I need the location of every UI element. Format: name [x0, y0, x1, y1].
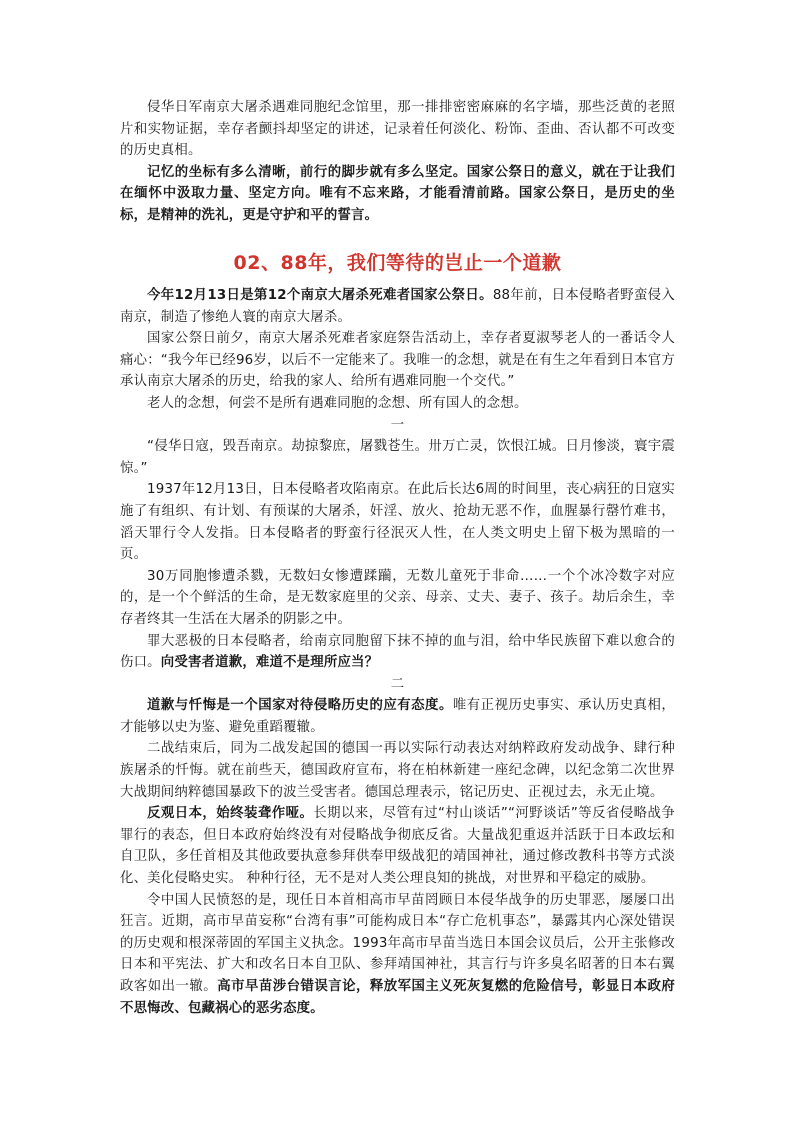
part-one-paragraph-1: “侵华日寇，毁吾南京。劫掠黎庶，屠戮苍生。卅万亡灵，饮恨江城。日月惨淡，寰宇震惊。” [120, 439, 675, 476]
part-two-paragraph-1 [120, 695, 675, 738]
section-paragraph-1 [120, 285, 675, 328]
section-body [120, 285, 675, 1019]
section-paragraph-3: 老人的念想，何尝不是所有遇难同胞的念想、所有国人的念想。 [147, 395, 528, 411]
intro-block [120, 97, 675, 227]
part-one-paragraph-2: 1937年12月13日，日本侵略者攻陷南京。在此后长达6周的时间里，丧心病狂的日寇实施了有组织、有计划、有预谋的大屠杀，奸淫、放火、抢劫无恶不作，血腥暴行罄竹难书，滔天罪行令人发指。日本侵略者的野蛮行径泯灭人性，在人类文明史上留下极为黑暗的一页。 [120, 482, 675, 563]
part-two-paragraph-1-text: 唯有正视历史事实、承认历史真相，才能够以史为鉴、避免重蹈覆辙。 [120, 698, 675, 735]
part-two-paragraph-3 [120, 803, 675, 889]
intro-paragraph-2: 记忆的坐标有多么清晰，前行的脚步就有多么坚定。国家公祭日的意义，就在于让我们在缅怀中汲取力量、坚定方向。唯有不忘来路，才能看清前路。国家公祭日，是历史的坐标，是精神的洗礼，更是守护和平的誓言。 [120, 164, 675, 223]
section-paragraph-1-text: 88年前，日本侵略者野蛮侵入南京，制造了惨绝人寰的南京大屠杀。 [120, 288, 675, 325]
part-two-paragraph-4-text: 令中国人民愤怒的是，现任日本首相高市早苗罔顾日本侵华战争的历史罪恶，屡屡口出狂言。近期，高市早苗妄称“台湾有事”可能构成日本“存亡危机事态”，暴露其内心深处错误的历史观和根深蒂固的军国主义执念。1993年高市早苗当选日本国会议员后，公开主张修改日本和平宪法、扩大和改名日本自卫队、参拜靖国神社，其言行与许多臭名昭著的日本右翼政客如出一辙。 [120, 892, 675, 994]
part-two-paragraph-4-bold: 高市早苗涉台错误言论，释放军国主义死灰复燃的危险信号，彰显日本政府不思悔改、包藏祸心的恶劣态度。 [120, 979, 675, 1016]
part-one-paragraph-4 [120, 631, 675, 674]
part-two-paragraph-3-text: 长期以来，尽管有过“村山谈话”“河野谈话”等反省侵略战争罪行的表态，但日本政府始终没有对侵略战争彻底反省。大量战犯重返并活跃于日本政坛和自卫队，多任首相及其他政要执意参拜供奉甲级战犯的靖国神社，通过修改教科书等方式淡化、美化侵略史实。 种种行径，无不是对人类公理良知的挑战，对世界和平稳定的威胁。 [120, 806, 675, 887]
section-title: 02、88年，我们等待的岂止一个道歉 [233, 252, 562, 274]
part-two-paragraph-4 [120, 890, 675, 1020]
part-one-paragraph-4-bold: 向受害者道歉，难道不是理所应当？ [160, 655, 379, 671]
part-one-paragraph-4-text: 罪大恶极的日本侵略者，给南京同胞留下抹不掉的血与泪，给中华民族留下难以愈合的伤口。 [120, 633, 675, 671]
part-one-paragraph-3: 30万同胞惨遭杀戮，无数妇女惨遭蹂躏，无数儿童死于非命……一个个冰冷数字对应的，是一个个鲜活的生命，是无数家庭里的父亲、母亲、丈夫、妻子、孩子。劫后余生，幸存者终其一生活在大屠杀的阴影之中。 [120, 568, 675, 627]
section-title-block [120, 250, 675, 276]
part-two-paragraph-3-bold: 反观日本，始终装聋作哑。 [147, 806, 314, 822]
part-two-paragraph-2: 二战结束后，同为二战发起国的德国一再以实际行动表达对纳粹政府发动战争、肆行种族屠杀的忏悔。就在前些天，德国政府宣布，将在柏林新建一座纪念碑，以纪念第二次世界大战期间纳粹德国暴政下的波兰受害者。德国总理表示，铭记历史、正视过去，永无止境。 [120, 741, 675, 800]
part-one-number: 一 [390, 417, 405, 433]
part-two-number: 二 [390, 676, 405, 692]
section-paragraph-1-bold: 今年12月13日是第12个南京大屠杀死难者国家公祭日。 [147, 288, 493, 303]
part-two-paragraph-1-bold: 道歉与忏悔是一个国家对待侵略历史的应有态度。 [147, 698, 453, 714]
intro-paragraph-1: 侵华日军南京大屠杀遇难同胞纪念馆里，那一排排密密麻麻的名字墙，那些泛黄的老照片和实物证据，幸存者颤抖却坚定的讲述，记录着任何淡化、粉饰、歪曲、否认都不可改变的历史真相。 [120, 100, 675, 159]
section-paragraph-2: 国家公祭日前夕，南京大屠杀死难者家庭祭告活动上，幸存者夏淑琴老人的一番话令人痛心：“我今年已经96岁，以后不一定能来了。我唯一的念想，就是在有生之年看到日本官方承认南京大屠杀的历史，给我的家人、给所有遇难同胞一个交代。” [120, 331, 675, 390]
